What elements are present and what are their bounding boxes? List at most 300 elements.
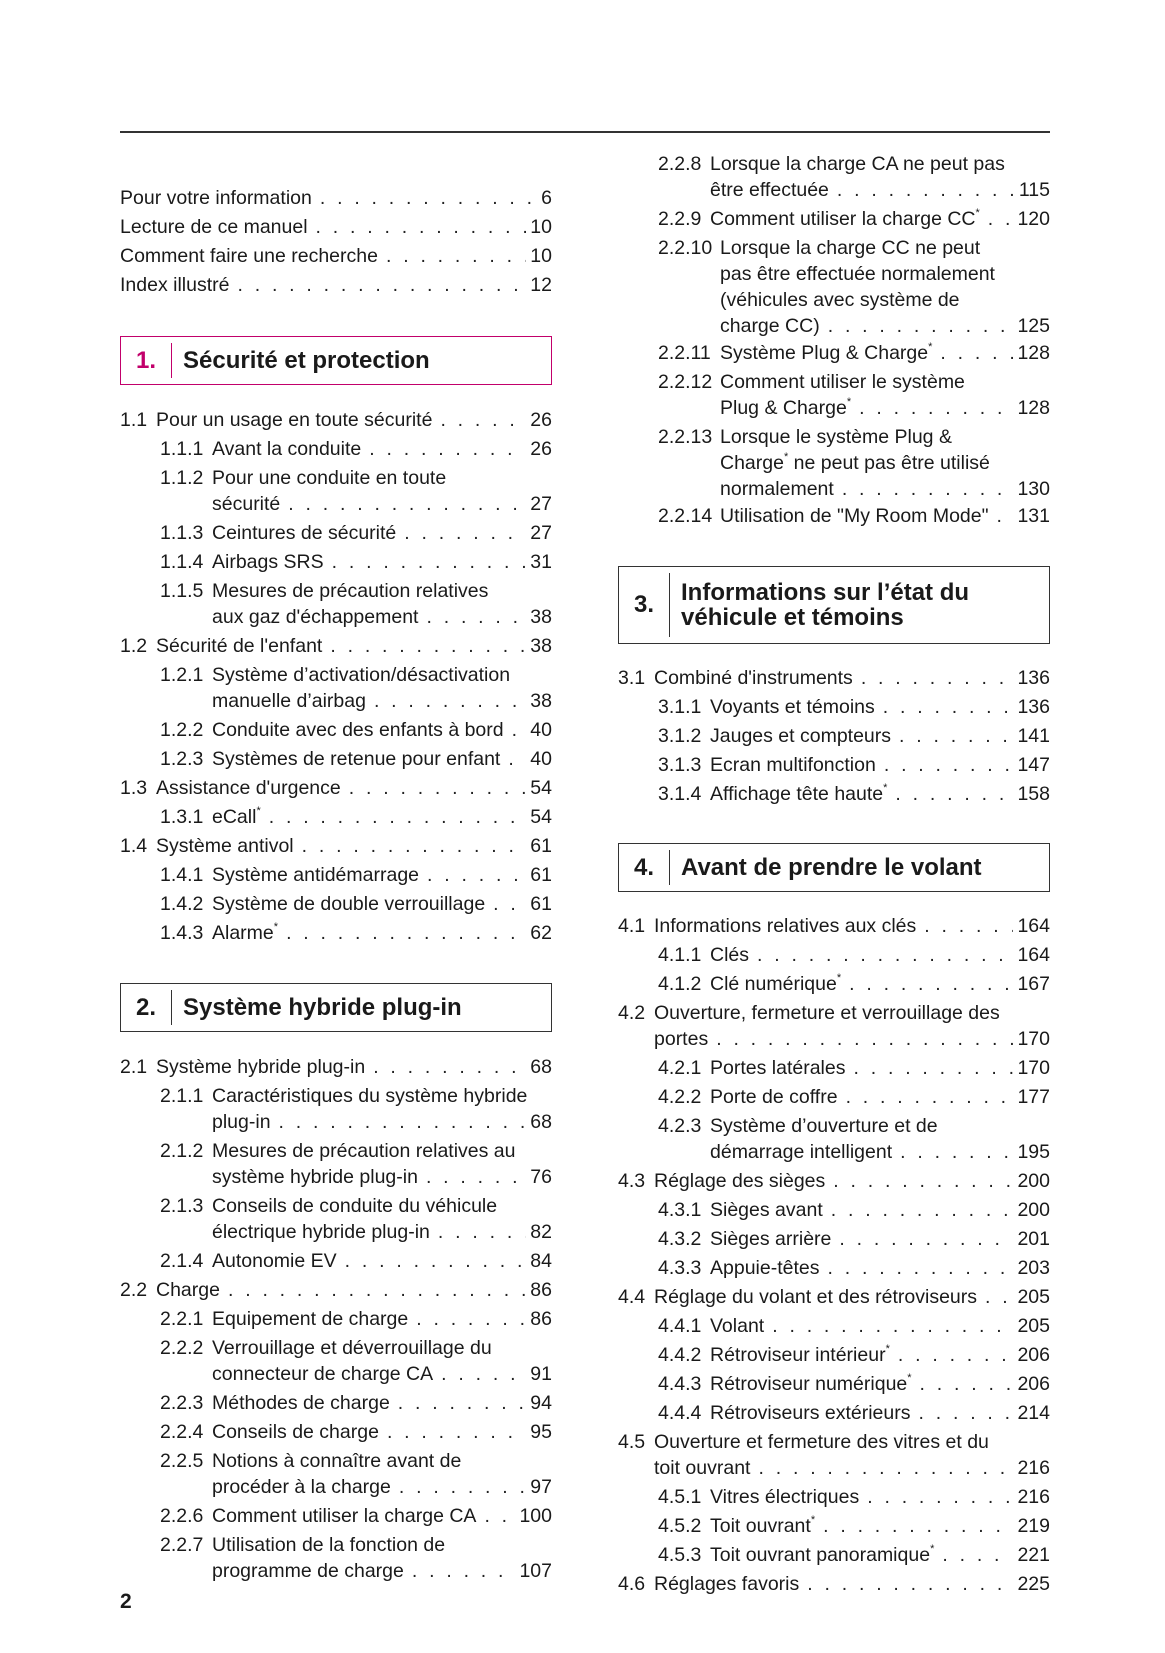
page-reference: 97	[530, 1476, 552, 1498]
entry-title-line: Méthodes de charge	[212, 1392, 390, 1414]
dot-leader	[426, 1164, 526, 1190]
section-number: 1.1.5	[160, 580, 204, 602]
chapter-heading[interactable]	[618, 566, 1050, 644]
toc-entry[interactable]	[618, 1113, 1050, 1165]
entry-title-line: Charge* ne peut pas être utilisé	[720, 450, 990, 474]
section-number: 4.2.2	[658, 1086, 702, 1108]
section-number: 2.2.14	[658, 505, 713, 527]
section-number: 3.1.3	[658, 754, 702, 776]
page-reference: 61	[530, 835, 552, 857]
toc-entry[interactable]	[120, 1193, 552, 1245]
toc-entry[interactable]	[618, 1400, 1050, 1426]
page-reference: 12	[530, 274, 552, 296]
section-number: 4.5	[618, 1431, 646, 1453]
chapter-heading[interactable]	[618, 843, 1050, 892]
entry-title-line: Comment faire une recherche	[120, 245, 378, 267]
dot-leader	[883, 694, 1014, 720]
entry-title-line: Caractéristiques du système hybride	[212, 1085, 528, 1107]
dot-leader	[374, 688, 526, 714]
dot-leader	[920, 1371, 1014, 1397]
section-number: 2.2.5	[160, 1450, 204, 1472]
chapter-divider	[669, 850, 670, 885]
dot-leader	[386, 243, 526, 269]
toc-entry[interactable]	[120, 1419, 552, 1445]
chapter-heading[interactable]	[120, 983, 552, 1032]
page-reference: 203	[1017, 1257, 1050, 1279]
toc-entry[interactable]	[618, 1313, 1050, 1339]
toc-entry[interactable]	[120, 465, 552, 517]
page-reference: 94	[530, 1392, 552, 1414]
dot-leader	[373, 1054, 526, 1080]
page-reference: 10	[530, 245, 552, 267]
toc-entry[interactable]	[120, 1532, 552, 1584]
entry-title-line: Plug & Charge*	[720, 395, 852, 419]
page-reference: 62	[530, 922, 552, 944]
toc-entry[interactable]	[120, 1306, 552, 1332]
entry-title-line: Portes latérales	[710, 1057, 846, 1079]
entry-title-line: Pour un usage en toute sécurité	[156, 409, 433, 431]
entry-title-line: Ceintures de sécurité	[212, 522, 397, 544]
entry-title-line: aux gaz d'échappement	[212, 606, 419, 628]
entry-title-line: Système Plug & Charge*	[720, 340, 933, 364]
page-reference: 128	[1017, 342, 1050, 364]
page-reference: 100	[519, 1505, 552, 1527]
section-number: 1.3.1	[160, 806, 204, 828]
toc-entry[interactable]	[120, 272, 552, 298]
toc-entry[interactable]	[618, 1084, 1050, 1110]
toc-entry[interactable]	[618, 694, 1050, 720]
section-number: 1.2	[120, 635, 148, 657]
toc-entry[interactable]	[618, 1371, 1050, 1397]
dot-leader	[438, 1219, 526, 1245]
page-reference: 130	[1017, 478, 1050, 500]
chapter-number: 3.	[633, 591, 654, 618]
dot-leader	[853, 1055, 1013, 1081]
entry-title-line: Voyants et témoins	[710, 696, 875, 718]
entry-title-line: Comment utiliser le système	[720, 371, 965, 393]
dot-leader	[831, 1197, 1014, 1223]
toc-entry[interactable]	[618, 1571, 1050, 1597]
section-number: 2.2.8	[658, 153, 702, 175]
dot-leader	[302, 833, 527, 859]
dot-leader	[828, 313, 1014, 339]
dot-leader	[867, 1484, 1013, 1510]
page-reference: 38	[530, 606, 552, 628]
entry-title-line: Affichage tête haute*	[710, 781, 888, 805]
dot-leader	[316, 214, 527, 240]
page-reference: 68	[530, 1111, 552, 1133]
dot-leader	[895, 781, 1013, 807]
page-reference: 131	[1017, 505, 1050, 527]
page-reference: 38	[530, 690, 552, 712]
toc-entry[interactable]	[618, 1484, 1050, 1510]
section-number: 1.1	[120, 409, 148, 431]
chapter-heading[interactable]	[120, 336, 552, 385]
entry-title-line: Réglage des sièges	[654, 1170, 826, 1192]
dot-leader	[349, 775, 527, 801]
toc-entry[interactable]	[618, 1226, 1050, 1252]
chapter-divider	[171, 990, 172, 1025]
section-number: 1.4.2	[160, 893, 204, 915]
toc-entry[interactable]	[120, 891, 552, 917]
page-reference: 107	[519, 1560, 552, 1582]
entry-title-line: Réglage du volant et des rétroviseurs	[654, 1286, 978, 1308]
entry-title-line: Lorsque la charge CA ne peut pas	[710, 153, 1005, 175]
dot-leader	[846, 1084, 1014, 1110]
section-number: 2.2.3	[160, 1392, 204, 1414]
entry-title-line: Conseils de conduite du véhicule	[212, 1195, 498, 1217]
toc-entry[interactable]	[120, 804, 552, 830]
entry-title-line: Système de double verrouillage	[212, 893, 486, 915]
section-number: 1.1.2	[160, 467, 204, 489]
page-reference: 86	[530, 1279, 552, 1301]
toc-entry[interactable]	[618, 1342, 1050, 1368]
entry-title-line: sécurité	[212, 493, 281, 515]
toc-entry[interactable]	[618, 1168, 1050, 1194]
page-reference: 27	[530, 522, 552, 544]
page-reference: 167	[1017, 973, 1050, 995]
toc-entry[interactable]	[618, 424, 1050, 502]
section-number: 1.1.1	[160, 438, 204, 460]
page-reference: 31	[530, 551, 552, 573]
section-number: 4.6	[618, 1573, 646, 1595]
toc-entry[interactable]	[120, 1138, 552, 1190]
section-number: 1.1.4	[160, 551, 204, 573]
section-number: 3.1.1	[658, 696, 702, 718]
section-number: 1.1.3	[160, 522, 204, 544]
dot-leader	[884, 752, 1014, 778]
entry-title-line: Comment utiliser la charge CA	[212, 1505, 477, 1527]
entry-title-line: Conseils de charge	[212, 1421, 379, 1443]
dot-leader	[345, 1248, 527, 1274]
entry-title-line: Système d’activation/désactivation	[212, 664, 511, 686]
page-reference: 221	[1017, 1544, 1050, 1566]
toc-entry[interactable]	[618, 913, 1050, 939]
dot-leader	[493, 891, 526, 917]
toc-entry[interactable]	[618, 235, 1050, 339]
section-number: 4.4.1	[658, 1315, 702, 1337]
entry-title-line: Charge	[156, 1279, 220, 1301]
page-reference: 61	[530, 864, 552, 886]
dot-leader	[898, 1342, 1014, 1368]
page-reference: 201	[1017, 1228, 1050, 1250]
dot-leader	[942, 1542, 1013, 1568]
entry-title-line: Toit ouvrant*	[710, 1513, 816, 1537]
page-reference: 76	[530, 1166, 552, 1188]
toc-entry[interactable]	[120, 578, 552, 630]
dot-leader	[859, 395, 1013, 421]
page-reference: 128	[1017, 397, 1050, 419]
entry-title-line: eCall*	[212, 804, 261, 828]
dot-leader	[330, 633, 526, 659]
chapter-title: Sécurité et protection	[183, 347, 430, 374]
entry-title-line: Appuie-têtes	[710, 1257, 820, 1279]
dot-leader	[849, 971, 1013, 997]
dot-leader	[833, 1168, 1013, 1194]
entry-title-line: Assistance d'urgence	[156, 777, 341, 799]
section-number: 4.2.1	[658, 1057, 702, 1079]
entry-title-line: Porte de coffre	[710, 1086, 838, 1108]
dot-leader	[412, 1558, 516, 1584]
page-reference: 26	[530, 438, 552, 460]
toc-entry[interactable]	[618, 1429, 1050, 1481]
dot-leader	[823, 1513, 1013, 1539]
page-reference: 177	[1017, 1086, 1050, 1108]
section-number: 4.4.3	[658, 1373, 702, 1395]
dot-leader	[279, 1109, 527, 1135]
section-number: 4.2.3	[658, 1115, 702, 1137]
toc-entry[interactable]	[120, 549, 552, 575]
entry-title-line: Sièges avant	[710, 1199, 823, 1221]
toc-entry[interactable]	[120, 1054, 552, 1080]
entry-title-line: Verrouillage et déverrouillage du	[212, 1337, 492, 1359]
section-number: 3.1.4	[658, 783, 702, 805]
dot-leader	[772, 1313, 1013, 1339]
entry-title-line: Airbags SRS	[212, 551, 324, 573]
toc-entry[interactable]	[120, 746, 552, 772]
section-number: 4.4.2	[658, 1344, 702, 1366]
toc-entry[interactable]	[618, 723, 1050, 749]
page-reference: 195	[1017, 1141, 1050, 1163]
dot-leader	[512, 717, 527, 743]
page-reference: 54	[530, 806, 552, 828]
dot-leader	[427, 862, 526, 888]
section-number: 2.2.6	[160, 1505, 204, 1527]
toc-entry[interactable]	[120, 920, 552, 946]
top-rule	[120, 131, 1050, 133]
toc-entry[interactable]	[618, 1284, 1050, 1310]
toc-entry[interactable]	[120, 185, 552, 211]
entry-title-line: Rétroviseur intérieur*	[710, 1342, 890, 1366]
page-reference: 225	[1017, 1573, 1050, 1595]
dot-leader	[441, 1361, 526, 1387]
section-number: 1.4	[120, 835, 148, 857]
page-reference: 136	[1017, 696, 1050, 718]
entry-title-line: (véhicules avec système de	[720, 289, 960, 311]
page-reference: 68	[530, 1056, 552, 1078]
section-number: 1.4.3	[160, 922, 204, 944]
toc-entry[interactable]	[618, 971, 1050, 997]
dot-leader	[484, 1503, 515, 1529]
section-number: 2.2.1	[160, 1308, 204, 1330]
entry-title-line: Jauges et compteurs	[710, 725, 892, 747]
entry-title-line: Pour une conduite en toute	[212, 467, 447, 489]
page-reference: 86	[530, 1308, 552, 1330]
toc-entry[interactable]	[618, 503, 1050, 529]
entry-title-line: portes	[654, 1028, 709, 1050]
toc-entry[interactable]	[120, 1503, 552, 1529]
page-reference: 120	[1017, 208, 1050, 230]
chapter-title: Avant de prendre le volant	[681, 854, 982, 881]
page-reference: 200	[1017, 1170, 1050, 1192]
toc-entry[interactable]	[120, 407, 552, 433]
page-reference: 26	[530, 409, 552, 431]
toc-entry[interactable]	[120, 436, 552, 462]
chapter-number: 4.	[633, 853, 654, 881]
page-reference: 40	[530, 719, 552, 741]
toc-entry[interactable]	[618, 1000, 1050, 1052]
entry-title-line: Système antidémarrage	[212, 864, 420, 886]
toc-entry[interactable]	[120, 1083, 552, 1135]
page-reference: 206	[1017, 1344, 1050, 1366]
toc-entry[interactable]	[618, 781, 1050, 807]
section-number: 4.1	[618, 915, 646, 937]
entry-title-line: Combiné d'instruments	[654, 667, 853, 689]
dot-leader	[288, 491, 526, 517]
entry-title-line: Lecture de ce manuel	[120, 216, 308, 238]
page-reference: 82	[530, 1221, 552, 1243]
page-reference: 141	[1017, 725, 1050, 747]
entry-title-line: Sièges arrière	[710, 1228, 832, 1250]
section-number: 2.2.13	[658, 426, 713, 448]
toc-entry[interactable]	[618, 1513, 1050, 1539]
dot-leader	[837, 177, 1015, 203]
page-reference: 115	[1018, 179, 1050, 201]
dot-leader	[508, 746, 526, 772]
toc-entry[interactable]	[618, 151, 1050, 203]
entry-title-line: Utilisation de la fonction de	[212, 1534, 446, 1556]
toc-entry[interactable]	[120, 1277, 552, 1303]
section-number: 2.2	[120, 1279, 148, 1301]
toc-entry[interactable]	[120, 1248, 552, 1274]
dot-leader	[426, 604, 526, 630]
dot-leader	[320, 185, 537, 211]
entry-title-line: Pour votre information	[120, 187, 312, 209]
toc-entry[interactable]	[618, 1255, 1050, 1281]
toc-entry[interactable]	[120, 1390, 552, 1416]
toc-entry[interactable]	[618, 665, 1050, 691]
toc-entry[interactable]	[618, 369, 1050, 421]
toc-entry[interactable]	[120, 243, 552, 269]
entry-title-line: plug-in	[212, 1111, 271, 1133]
section-number: 2.2.9	[658, 208, 702, 230]
section-number: 2.2.11	[658, 342, 711, 364]
page-reference: 95	[530, 1421, 552, 1443]
entry-title-line: Mesures de précaution relatives	[212, 580, 489, 602]
entry-title-line: Système d’ouverture et de	[710, 1115, 938, 1137]
toc-entry[interactable]	[120, 1335, 552, 1387]
page-reference: 125	[1017, 315, 1050, 337]
section-number: 4.3.1	[658, 1199, 702, 1221]
toc-entry[interactable]	[618, 206, 1050, 232]
dot-leader	[716, 1026, 1013, 1052]
chapter-number: 2.	[135, 993, 156, 1021]
entry-title-line: connecteur de charge CA	[212, 1363, 434, 1385]
section-number: 4.5.3	[658, 1544, 702, 1566]
entry-title-line: Rétroviseur numérique*	[710, 1371, 912, 1395]
toc-entry[interactable]	[120, 520, 552, 546]
page-reference: 40	[530, 748, 552, 770]
toc-entry[interactable]	[120, 775, 552, 801]
entry-title-line: Clés	[710, 944, 750, 966]
page-reference: 38	[530, 635, 552, 657]
page-reference: 61	[530, 893, 552, 915]
dot-leader	[332, 549, 527, 575]
section-number: 4.3	[618, 1170, 646, 1192]
entry-title-line: manuelle d’airbag	[212, 690, 366, 712]
chapter-title: Système hybride plug-in	[183, 994, 462, 1021]
entry-title-line: Ouverture, fermeture et verrouillage des	[654, 1002, 1000, 1024]
section-number: 2.2.4	[160, 1421, 204, 1443]
dot-leader	[900, 1139, 1013, 1165]
entry-title-line: Mesures de précaution relatives au	[212, 1140, 516, 1162]
dot-leader	[988, 206, 1014, 232]
dot-leader	[985, 1284, 1013, 1310]
toc-entry[interactable]	[618, 1197, 1050, 1223]
section-number: 4.4.4	[658, 1402, 702, 1424]
dot-leader	[828, 1255, 1014, 1281]
page-reference: 164	[1017, 915, 1050, 937]
toc-entry[interactable]	[120, 833, 552, 859]
toc-entry[interactable]	[120, 1448, 552, 1500]
page-reference: 91	[530, 1363, 552, 1385]
section-number: 2.1.1	[160, 1085, 204, 1107]
toc-entry[interactable]	[618, 942, 1050, 968]
chapter-number: 1.	[135, 346, 156, 374]
section-number: 2.1.3	[160, 1195, 204, 1217]
toc-entry[interactable]	[618, 752, 1050, 778]
page-reference: 170	[1017, 1057, 1050, 1079]
section-number: 4.5.2	[658, 1515, 702, 1537]
entry-title-line: démarrage intelligent	[710, 1141, 893, 1163]
page-number: 2	[120, 1590, 132, 1613]
dot-leader	[807, 1571, 1013, 1597]
toc-entry[interactable]	[618, 1542, 1050, 1568]
entry-title-line: être effectuée	[710, 179, 829, 201]
page-reference: 170	[1017, 1028, 1050, 1050]
toc-entry[interactable]	[120, 862, 552, 888]
section-number: 1.2.2	[160, 719, 204, 741]
page-reference: 216	[1017, 1486, 1050, 1508]
dot-leader	[997, 503, 1014, 529]
entry-title-line: Rétroviseurs extérieurs	[710, 1402, 911, 1424]
entry-title-line: Informations relatives aux clés	[654, 915, 917, 937]
toc-entry[interactable]	[120, 214, 552, 240]
section-number: 1.4.1	[160, 864, 204, 886]
dot-leader	[237, 272, 526, 298]
dot-leader	[940, 340, 1013, 366]
entry-title-line: Autonomie EV	[212, 1250, 337, 1272]
page-reference: 216	[1017, 1457, 1050, 1479]
section-number: 2.2.12	[658, 371, 713, 393]
page-reference: 84	[530, 1250, 552, 1272]
toc-entry[interactable]	[618, 1055, 1050, 1081]
chapter-title: Informations sur l’état du véhicule et témoins	[681, 579, 970, 631]
toc-entry[interactable]	[120, 717, 552, 743]
entry-title-line: Conduite avec des enfants à bord	[212, 719, 504, 741]
section-number: 2.2.2	[160, 1337, 204, 1359]
page-reference: 27	[530, 493, 552, 515]
dot-leader	[398, 1390, 527, 1416]
chapter-divider	[171, 343, 172, 378]
entry-title-line: Vitres électriques	[710, 1486, 860, 1508]
entry-title-line: Ouverture et fermeture des vitres et du	[654, 1431, 989, 1453]
entry-title-line: système hybride plug-in	[212, 1166, 418, 1188]
page-reference: 136	[1017, 667, 1050, 689]
toc-entry[interactable]	[618, 340, 1050, 366]
entry-title-line: Avant la conduite	[212, 438, 362, 460]
section-number: 1.2.3	[160, 748, 204, 770]
page-reference: 164	[1017, 944, 1050, 966]
entry-title-line: Index illustré	[120, 274, 230, 296]
section-number: 2.1	[120, 1056, 148, 1078]
section-number: 4.5.1	[658, 1486, 702, 1508]
toc-entry[interactable]	[120, 633, 552, 659]
toc-entry[interactable]	[120, 662, 552, 714]
page-reference: 214	[1017, 1402, 1050, 1424]
section-number: 2.2.10	[658, 237, 713, 259]
entry-title-line: Réglages favoris	[654, 1573, 800, 1595]
